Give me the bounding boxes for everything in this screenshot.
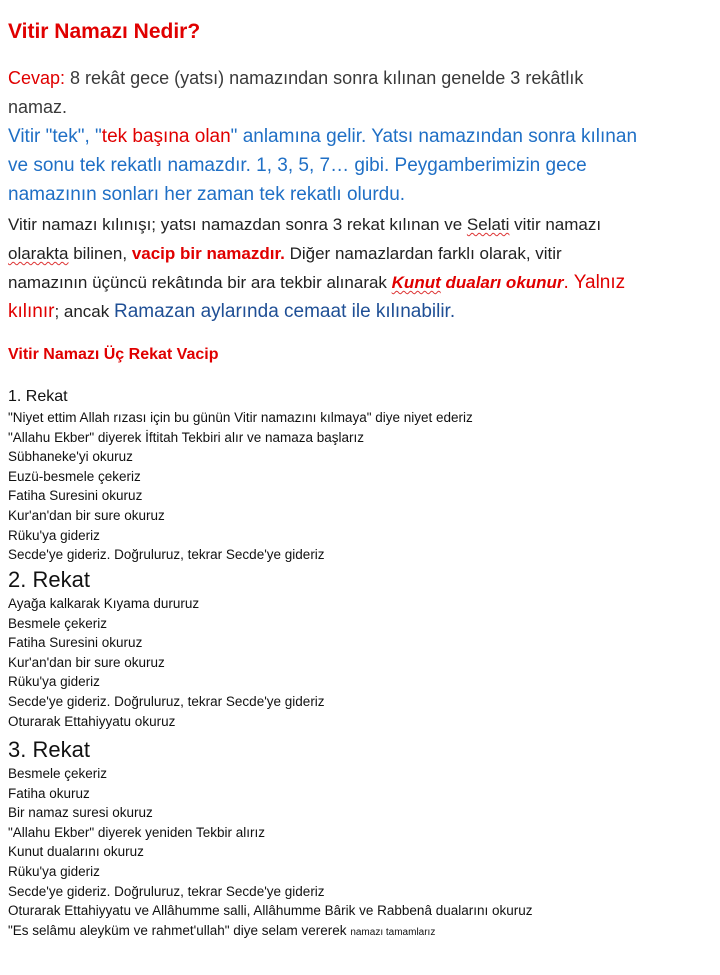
list-item: Oturarak Ettahiyyatu okuruz [8,713,176,729]
list-item: "Niyet ettim Allah rızası için bu günün Vitir namazını kılmaya" diye niyet ederiz [8,410,473,425]
list-item: Secde'ye gideriz. Doğruluruz, tekrar Secde'ye gideriz [8,693,325,709]
list-item: Secde'ye gideriz. Doğruluruz, tekrar Secde'ye gideriz [8,547,325,563]
meaning-highlight: tek başına olan [101,126,231,147]
section-subtitle: Vitir Namazı Üç Rekat Vacip [8,346,219,363]
list-item: Kunut dualarını okuruz [8,844,144,860]
performance-line-3: namazının üçüncü rekâtında bir ara tekbir alınarak Kunut duaları okunur. Yalnız [8,272,626,293]
answer-line-2: namaz. [8,97,68,117]
list-item: Fatiha Suresini okuruz [8,488,143,504]
meaning-line-3: namazının sonları her zaman tek rekatlı olurdu. [8,184,406,205]
rekat-1-list [8,408,473,565]
list-item: Secde'ye gideriz. Doğruluruz, tekrar Secde'ye gideriz [8,883,325,899]
answer-label: Cevap: [8,68,66,88]
rekat-2-list [8,594,325,731]
ramazan-highlight: Ramazan aylarında cemaat [114,301,347,322]
performance-line-4: kılınır; ancak Ramazan aylarında cemaat ile kılınabilir. [8,301,456,322]
kunut-highlight: Kunut [391,273,441,292]
list-item: Kur'an'dan bir sure okuruz [8,507,165,523]
list-item: "Es selâmu aleyküm ve rahmet'ullah" diye selam vererek namazı tamamlarız [8,922,436,938]
rekat-1-heading: 1. Rekat [8,388,68,405]
rekat-2-section [8,566,325,731]
performance-paragraph [8,210,625,326]
list-item: Fatiha Suresini okuruz [8,635,143,651]
rekat-2-heading: 2. Rekat [8,567,90,592]
list-item: Besmele çekeriz [8,615,108,631]
list-item: Sübhaneke'yi okuruz [8,449,133,465]
list-item: Rüku'ya gideriz [8,674,100,690]
list-item: Fatiha okuruz [8,785,90,801]
rekat-3-heading: 3. Rekat [8,737,90,762]
rekat-1-section [8,386,473,565]
rekat-3-section [8,736,533,942]
page-title: Vitir Namazı Nedir? [8,20,201,43]
list-item: Rüku'ya gideriz [8,527,100,543]
list-item: Ayağa kalkarak Kıyama dururuz [8,596,200,611]
performance-line-1: Vitir namazı kılınışı; yatsı namazdan sonra 3 rekat kılınan ve Selati vitir namazı [8,215,602,234]
list-item: Euzü-besmele çekeriz [8,468,141,484]
answer-line-1 [8,64,583,93]
meaning-paragraph [8,122,637,209]
rekat-3-list [8,764,533,942]
list-item: Oturarak Ettahiyyatu ve Allâhumme salli, Allâhumme Bârik ve Rabbenâ dualarını okuruz [8,903,533,919]
answer-text: 8 rekât gece (yatsı) namazından sonra kılınan genelde 3 rekâtlık [65,68,584,88]
list-item: Rüku'ya gideriz [8,863,100,879]
list-item: "Allahu Ekber" diyerek İftitah Tekbiri alır ve namaza başlarız [8,429,364,445]
performance-line-2: olarakta bilinen, vacip bir namazdır. Diğer namazlardan farklı olarak, vitir [8,244,562,263]
list-item: "Allahu Ekber" diyerek yeniden Tekbir alırız [8,824,265,840]
list-item: Kur'an'dan bir sure okuruz [8,654,165,670]
meaning-line-1: Vitir "tek", "tek başına olan" anlamına gelir. Yatsı namazından sonra kılınan [8,126,638,147]
list-item: Besmele çekeriz [8,766,108,781]
vacip-highlight: vacip bir namazdır. [131,244,285,263]
list-item: Bir namaz suresi okuruz [8,805,153,821]
answer-paragraph [8,64,583,122]
meaning-line-2: ve sonu tek rekatlı namazdır. 1, 3, 5, 7… gibi. Peygamberimizin gece [8,155,587,176]
